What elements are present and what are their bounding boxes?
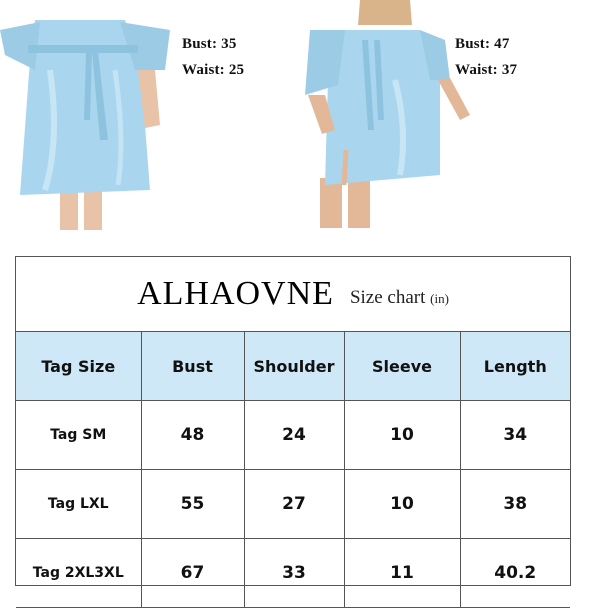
cell-tag-size: Tag 2XL3XL (16, 539, 141, 608)
cell-bust: 55 (141, 470, 244, 539)
subtitle-text: Size chart (349, 287, 426, 308)
cell-bust: 67 (141, 539, 244, 608)
table-row (16, 401, 570, 470)
cell-bust: 48 (141, 401, 244, 470)
table-header-row (16, 332, 570, 401)
model-photo-large (300, 0, 475, 232)
header-sleeve: Sleeve (344, 332, 460, 401)
cell-length: 38 (460, 470, 570, 539)
size-chart (15, 256, 571, 586)
size-table (16, 332, 570, 608)
cell-shoulder: 27 (244, 470, 344, 539)
cell-tag-size: Tag LXL (16, 470, 141, 539)
cell-sleeve: 11 (344, 539, 460, 608)
header-shoulder: Shoulder (244, 332, 344, 401)
cell-length: 34 (460, 401, 570, 470)
header-bust: Bust (141, 332, 244, 401)
header-length: Length (460, 332, 570, 401)
cell-length: 40.2 (460, 539, 570, 608)
cell-sleeve: 10 (344, 470, 460, 539)
cell-shoulder: 33 (244, 539, 344, 608)
robe-illustration-large (300, 0, 475, 232)
model-1-waist: Waist: 25 (182, 62, 245, 78)
unit-label: (in) (430, 291, 449, 306)
header-tag-size: Tag Size (16, 332, 141, 401)
cell-sleeve: 10 (344, 401, 460, 470)
cell-shoulder: 24 (244, 401, 344, 470)
model-photo-small (0, 0, 175, 232)
table-row (16, 470, 570, 539)
model-2-waist: Waist: 37 (455, 62, 518, 78)
table-row (16, 539, 570, 608)
size-chart-subtitle (350, 287, 449, 309)
robe-illustration-small (0, 0, 175, 232)
model-2-bust: Bust: 47 (455, 36, 510, 52)
brand-name: ALHAOVNE (137, 275, 334, 312)
model-1-bust: Bust: 35 (182, 36, 237, 52)
size-chart-title (16, 257, 570, 332)
cell-tag-size: Tag SM (16, 401, 141, 470)
